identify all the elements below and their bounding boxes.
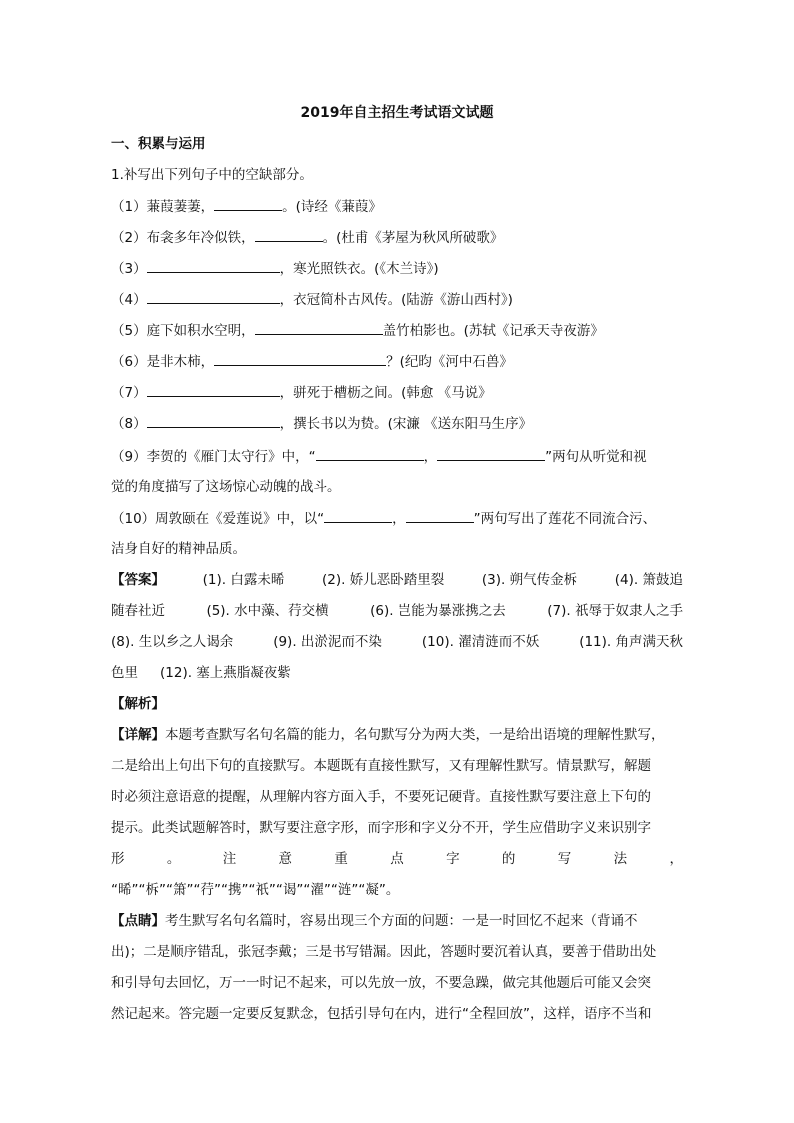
blank-line	[406, 508, 474, 523]
tip-label: 【点睛】	[111, 913, 165, 929]
tip-line-3: 和引导句去回忆，万一一时记不起来，可以先放一放，不要急躁，做完其他题后可能又会突	[111, 975, 651, 991]
question-item-9-continued: 觉的角度描写了这场惊心动魄的战斗。	[111, 479, 341, 495]
blank-line	[147, 258, 280, 273]
question-prompt: 1.补写出下列句子中的空缺部分。	[111, 167, 313, 183]
blank-line	[316, 446, 424, 461]
blank-line	[324, 508, 392, 523]
detail-line-3: 时必须注意语意的提醒，从理解内容方面入手，不要死记硬背。直接性默写要注意上下句的	[111, 789, 651, 805]
question-item-2: （2）布衾多年冷似铁， 。(杜甫《茅屋为秋风所破歌》	[111, 227, 503, 248]
detail-line-6: “晞”“柝”“箫”“荇”“携”“祇”“谒”“濯”“涟”“凝”。	[111, 882, 400, 898]
blank-line	[147, 289, 280, 304]
answer-label: 【答案】	[111, 572, 165, 588]
detail-line-4: 提示。此类试题解答时，默写要注意字形，而字形和字义分不开，学生应借助字义来识别字	[111, 820, 651, 836]
question-item-7: （7） ，骈死于槽枥之间。(韩愈 《马说》	[111, 382, 492, 403]
detail-label: 【详解】	[111, 727, 165, 743]
answer-line-4: 色里 (12). 塞上燕脂凝夜紫	[111, 665, 291, 681]
detail-line-2: 二是给出上句出下句的直接默写。本题既有直接性默写，又有理解性默写。情景默写，解题	[111, 758, 651, 774]
question-item-10-continued: 洁身自好的精神品质。	[111, 541, 246, 557]
blank-line	[214, 196, 282, 211]
answer-line-1: 【答案】 (1). 白露未晞 (2). 娇儿恶卧踏里裂 (3). 朔气传金柝 (4). 箫鼓追	[111, 572, 683, 588]
answer-line-3: (8). 生以乡之人谒余 (9). 出淤泥而不染 (10). 濯清涟而不妖 (11). 角声满天秋	[111, 634, 683, 650]
tip-line-4: 然记起来。答完题一定要反复默念，包括引导句在内，进行“全程回放”，这样，语序不当和	[111, 1006, 652, 1022]
blank-line	[147, 382, 280, 397]
detail-line-5: 形 。 注 意 重 点 字 的 写 法 ，	[111, 851, 683, 867]
blank-line	[255, 320, 383, 335]
page-title: 2019年自主招生考试语文试题	[300, 105, 494, 121]
tip-line-2: 出)；二是顺序错乱，张冠李戴；三是书写错漏。因此，答题时要沉着认真，要善于借助出处	[111, 944, 657, 960]
question-item-4: （4） ，衣冠简朴古风传。(陆游《游山西村》)	[111, 289, 513, 310]
question-item-3: （3） ，寒光照铁衣。(《木兰诗》)	[111, 258, 439, 279]
section-heading: 一、积累与运用	[111, 136, 206, 152]
question-item-5: （5）庭下如积水空明， 盖竹柏影也。(苏轼《记承天寺夜游》	[111, 320, 604, 341]
analysis-label: 【解析】	[111, 696, 165, 712]
blank-line	[214, 351, 386, 366]
tip-line-1: 【点睛】考生默写名句名篇时，容易出现三个方面的问题：一是一时回忆不起来（背诵不	[111, 913, 638, 929]
question-item-9: （9）李贺的《雁门太守行》中，“ ， ”两句从听觉和视	[111, 446, 647, 467]
detail-line-1: 【详解】本题考查默写名句名篇的能力，名句默写分为两大类，一是给出语境的理解性默写，	[111, 727, 665, 743]
blank-line	[255, 227, 323, 242]
blank-line	[437, 446, 545, 461]
question-item-6: （6）是非木柿， ？(纪昀《河中石兽》	[111, 351, 513, 372]
answer-line-2: 随春社近 (5). 水中藻、荇交横 (6). 岂能为暴涨携之去 (7). 祇辱于奴隶人之手	[111, 603, 683, 619]
question-item-1: （1）蒹葭萋萋， 。(诗经《蒹葭》	[111, 196, 382, 217]
question-item-10: （10）周敦颐在《爱莲说》中，以“ ， ”两句写出了莲花不同流合污、	[111, 508, 656, 529]
blank-line	[147, 413, 280, 428]
question-item-8: （8） ，撰长书以为贽。(宋濂 《送东阳马生序》	[111, 413, 532, 434]
